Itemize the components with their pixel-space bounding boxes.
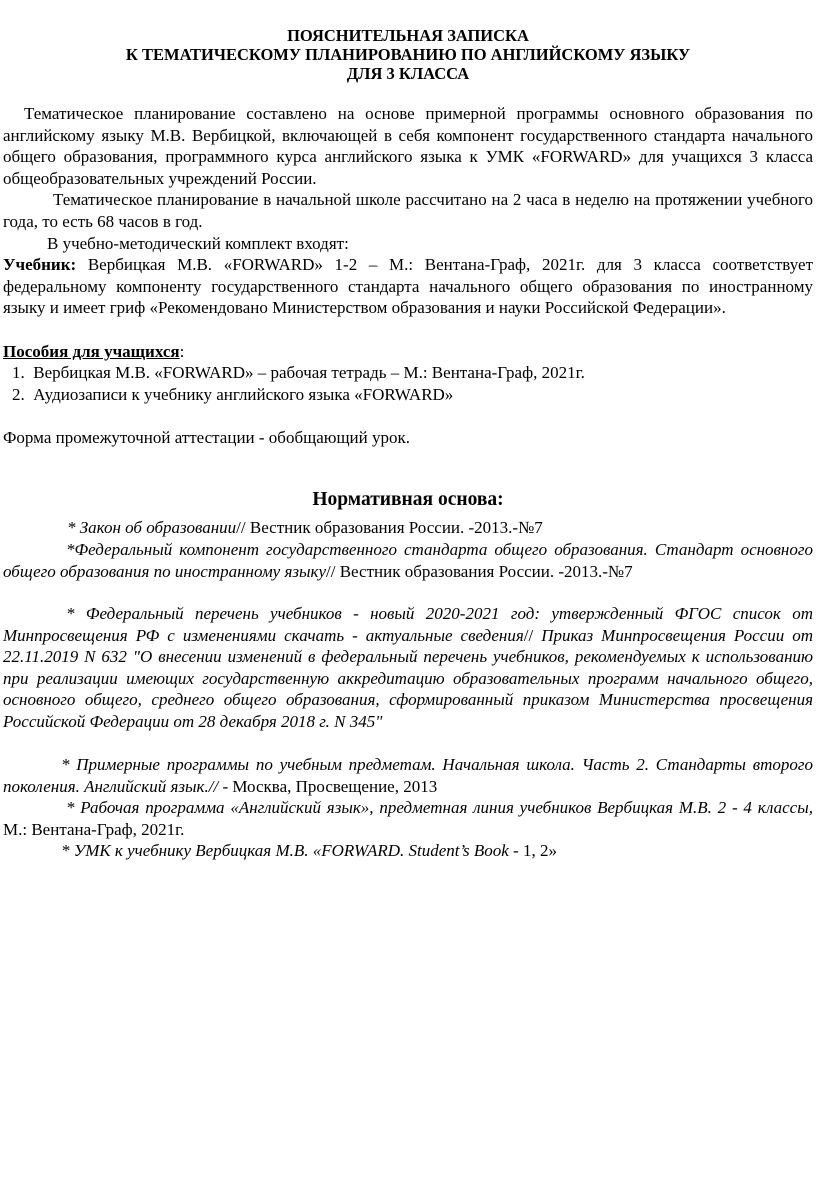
normative-item-plain: - Москва, Просвещение, 2013 [218, 776, 438, 796]
textbook-text: Вербицкая М.В. «FORWARD» 1-2 – М.: Вентана-Граф, 2021г. для 3 класса соответствует федеральному компоненту государственного стандарта начального общего образования по иностранному языку и имеет гриф «Рекомендовано Министерством образования и науки Российской Федерации». [3, 255, 814, 318]
intro-paragraph-2: Тематическое планирование в начальной школе рассчитано на 2 часа в неделю на протяжении учебного года, то есть 68 часов в год. [3, 190, 813, 231]
manuals-colon: : [179, 342, 185, 361]
normative-item-plain: // Вестник образования России. -2013.-№7 [236, 518, 543, 537]
manuals-item-2 [12, 384, 453, 405]
normative-item-3 [3, 603, 813, 733]
normative-item-plain: М.: Вентана-Граф, 2021г. [3, 819, 185, 839]
normative-title: Нормативная основа: [312, 489, 504, 510]
normative-item-plain: // [523, 625, 542, 645]
normative-item-italic: * Примерные программы по учебным предметам. Начальная школа. Часть 2. Стандарты второго поколения. Английский язык.// [3, 755, 813, 796]
normative-item-italic: * УМК к учебнику Вербицкая М.В. «FORWARD. Student’s Book [61, 841, 509, 860]
normative-item-1 [67, 517, 543, 538]
normative-item-5 [3, 797, 813, 840]
manuals-heading [3, 341, 184, 362]
normative-item-italic: * Федеральный перечень учебников - новый 2020-2021 год: утвержденный ФГОС список от Минпросвещения РФ с изменениями скачать - актуальные сведения [3, 604, 813, 645]
normative-item-plain: - 1, 2» [508, 841, 557, 860]
intro-paragraph-1: Тематическое планирование составлено на основе примерной программы основного образования по английскому языку М.В. Вербицкой, включающей в себя компонент государственного стандарта начального общего образования, программного курса английского языка к УМК «FORWARD» для учащихся 3 класса общеобразовательных учреждений России. [3, 104, 813, 188]
intro-paragraph-3: В учебно-методический комплект входят: [47, 234, 349, 253]
normative-item-italic: * Рабочая программа «Английский язык», предметная линия учебников Вербицкая М.В. 2 - 4 классы, [66, 798, 813, 817]
normative-item-4 [3, 754, 813, 797]
attestation-text: Форма промежуточной аттестации - обобщающий урок. [3, 428, 410, 447]
list-item-number: 2. [12, 385, 25, 404]
list-item-text: Аудиозаписи к учебнику английского языка «FORWARD» [33, 385, 454, 404]
list-item-number: 1. [12, 363, 25, 382]
doc-title-line1: ПОЯСНИТЕЛЬНАЯ ЗАПИСКА [287, 26, 529, 45]
textbook-label: Учебник: [3, 255, 77, 274]
normative-item-italic-2: Приказ Минпросвещения России от 22.11.2019 N 632 "О внесении изменений в федеральный перечень учебников, рекомендуемых к использованию при реализации имеющих государственную аккредитацию образовательных программ начального общего, основного общего, среднего общего образования, сформированный приказом Министерства просвещения Российской Федерации от 28 декабря 2018 г. N 345" [3, 625, 813, 731]
normative-item-6 [61, 840, 557, 861]
normative-item-plain: // Вестник образования России. -2013.-№7 [326, 561, 633, 581]
normative-item-2 [3, 539, 813, 582]
textbook-paragraph [3, 254, 813, 319]
normative-item-italic: *Федеральный компонент государственного стандарта общего образования. Стандарт основного общего образования по иностранному языку [3, 540, 813, 581]
manuals-label: Пособия для учащихся [3, 342, 180, 361]
normative-item-italic: * Закон об образовании [67, 518, 237, 537]
manuals-item-1 [12, 362, 585, 383]
doc-title-line2: К ТЕМАТИЧЕСКОМУ ПЛАНИРОВАНИЮ ПО АНГЛИЙСКОМУ ЯЗЫКУ [125, 45, 691, 64]
list-item-text: Вербицкая М.В. «FORWARD» – рабочая тетрадь – М.: Вентана-Граф, 2021г. [33, 363, 585, 382]
doc-title-line3: ДЛЯ 3 КЛАССА [346, 64, 470, 83]
